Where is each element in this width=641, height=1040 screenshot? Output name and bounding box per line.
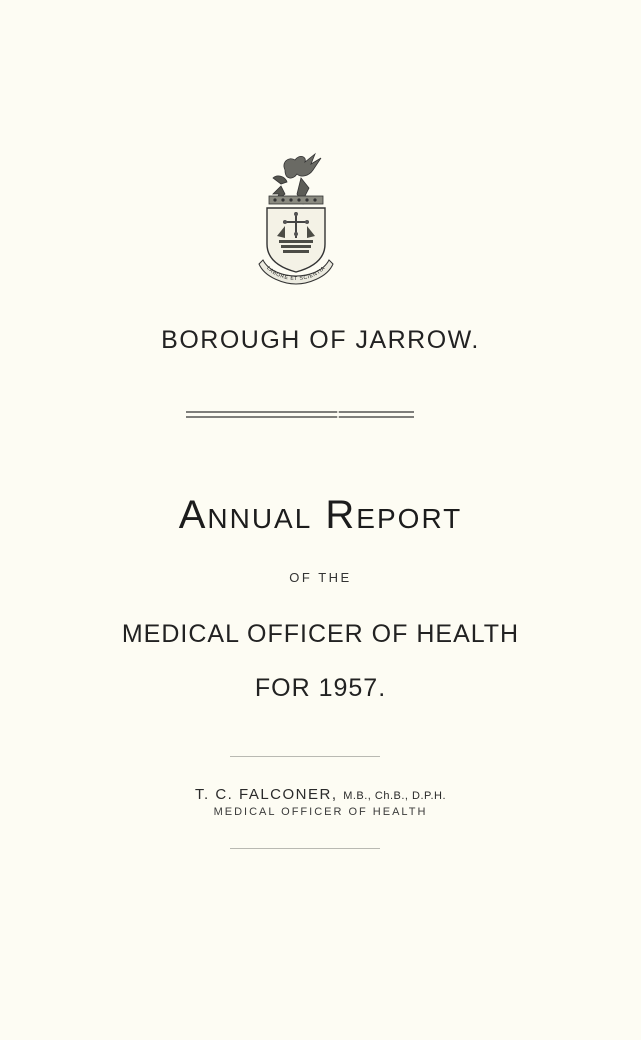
borough-name: BOROUGH OF JARROW. — [161, 326, 480, 354]
report-year: FOR 1957. — [254, 674, 387, 702]
author-line — [0, 786, 641, 803]
officer-heading: MEDICAL OFFICER OF HEALTH — [121, 620, 520, 648]
title-connector: OF THE — [289, 570, 352, 585]
author-role: MEDICAL OFFICER OF HEALTH — [213, 806, 428, 818]
author-name: T. C. FALCONER, — [194, 786, 338, 803]
author-qualifications: M.B., Ch.B., D.P.H. — [343, 790, 447, 802]
page-title: Annual Report — [178, 493, 463, 537]
double-rule-divider — [186, 409, 414, 421]
divider-top — [230, 756, 380, 757]
borough-crest-icon — [255, 148, 337, 288]
crest-motto: LABORE ET SCIENTIA — [265, 265, 327, 283]
divider-bottom — [230, 848, 380, 849]
